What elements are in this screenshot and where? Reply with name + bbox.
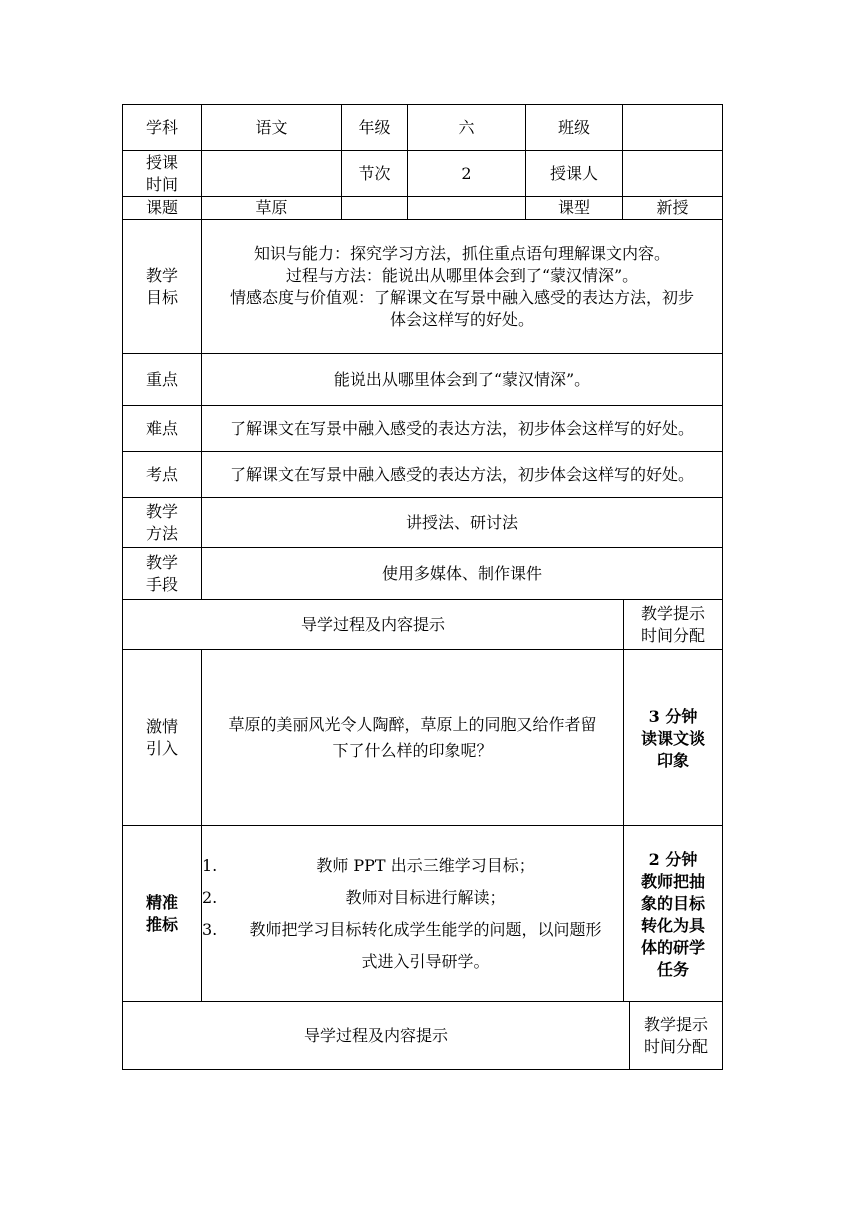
intro-row (123, 650, 723, 826)
objectives-label: 教学 目标 (123, 220, 202, 354)
section-header-row (123, 600, 723, 650)
list-item (202, 850, 623, 882)
step-number: 2. (202, 887, 218, 907)
means-value: 使用多媒体、制作课件 (202, 548, 723, 600)
section-header-side: 教学提示 时间分配 (630, 1002, 723, 1070)
type-value: 新授 (623, 197, 723, 220)
type-label: 课型 (526, 197, 623, 220)
difficulty-label: 难点 (123, 406, 202, 452)
period-label: 节次 (342, 151, 408, 197)
topic-value: 草原 (202, 197, 342, 220)
lesson-plan-form (122, 104, 722, 1070)
objective-line: 知识与能力：探究学习方法，抓住重点语句理解课文内容。 (253, 243, 670, 263)
info-row-1 (123, 105, 723, 151)
lesson-plan-table (122, 104, 723, 600)
difficulty-value: 了解课文在写景中融入感受的表达方法，初步体会这样写的好处。 (202, 406, 723, 452)
objective-line: 情感态度与价值观：了解课文在写景中融入感受的表达方法，初步 (229, 287, 694, 307)
step-text: 教师把学习目标转化成学生能学的问题，以问题形 式进入引导研学。 (249, 919, 602, 971)
intro-content: 草原的美丽风光令人陶醉，草原上的同胞又给作者留 下了什么样的印象呢？ (202, 650, 624, 826)
period-value: 2 (408, 151, 526, 197)
topic-label: 课题 (123, 197, 202, 220)
step-number: 3. (202, 919, 218, 939)
teacher-value (623, 151, 723, 197)
grade-label: 年级 (342, 105, 408, 151)
targets-content (202, 826, 624, 1002)
subject-value: 语文 (202, 105, 342, 151)
exam-point-row (123, 452, 723, 498)
time-label: 授课 时间 (123, 151, 202, 197)
targets-row (123, 826, 723, 1002)
key-point-row (123, 354, 723, 406)
means-row (123, 548, 723, 600)
empty-cell (342, 197, 408, 220)
grade-value: 六 (408, 105, 526, 151)
section-header-row-2 (123, 1002, 723, 1070)
means-label: 教学 手段 (123, 548, 202, 600)
objectives-content (202, 220, 723, 354)
exam-point-label: 考点 (123, 452, 202, 498)
key-point-value: 能说出从哪里体会到了“蒙汉情深”。 (202, 354, 723, 406)
intro-label: 激情 引入 (123, 650, 202, 826)
teacher-label: 授课人 (526, 151, 623, 197)
difficulty-row (123, 406, 723, 452)
objective-line: 过程与方法：能说出从哪里体会到了“蒙汉情深”。 (285, 265, 639, 285)
class-label: 班级 (526, 105, 623, 151)
empty-cell (408, 197, 526, 220)
info-row-2 (123, 151, 723, 197)
intro-side-note: 3 分钟 读课文谈 印象 (624, 650, 723, 826)
objective-line: 体会这样写的好处。 (389, 309, 534, 329)
step-text: 教师 PPT 出示三维学习目标； (316, 855, 535, 875)
method-row (123, 498, 723, 548)
objectives-row (123, 220, 723, 354)
list-item (202, 882, 623, 914)
time-value (202, 151, 342, 197)
section-header-title: 导学过程及内容提示 (123, 600, 624, 650)
process-table-2 (122, 1001, 723, 1070)
method-label: 教学 方法 (123, 498, 202, 548)
process-table (122, 599, 723, 1002)
list-item (202, 914, 623, 978)
subject-label: 学科 (123, 105, 202, 151)
step-text: 教师对目标进行解读； (345, 887, 506, 907)
section-header-side: 教学提示 时间分配 (624, 600, 723, 650)
targets-label: 精准 推标 (123, 826, 202, 1002)
steps-list (202, 850, 623, 978)
method-value: 讲授法、研讨法 (202, 498, 723, 548)
targets-side-note: 2 分钟 教师把抽 象的目标 转化为具 体的研学 任务 (624, 826, 723, 1002)
key-point-label: 重点 (123, 354, 202, 406)
class-value (623, 105, 723, 151)
section-header-title: 导学过程及内容提示 (123, 1002, 630, 1070)
step-number: 1. (202, 855, 218, 875)
exam-point-value: 了解课文在写景中融入感受的表达方法，初步体会这样写的好处。 (202, 452, 723, 498)
info-row-3 (123, 197, 723, 220)
